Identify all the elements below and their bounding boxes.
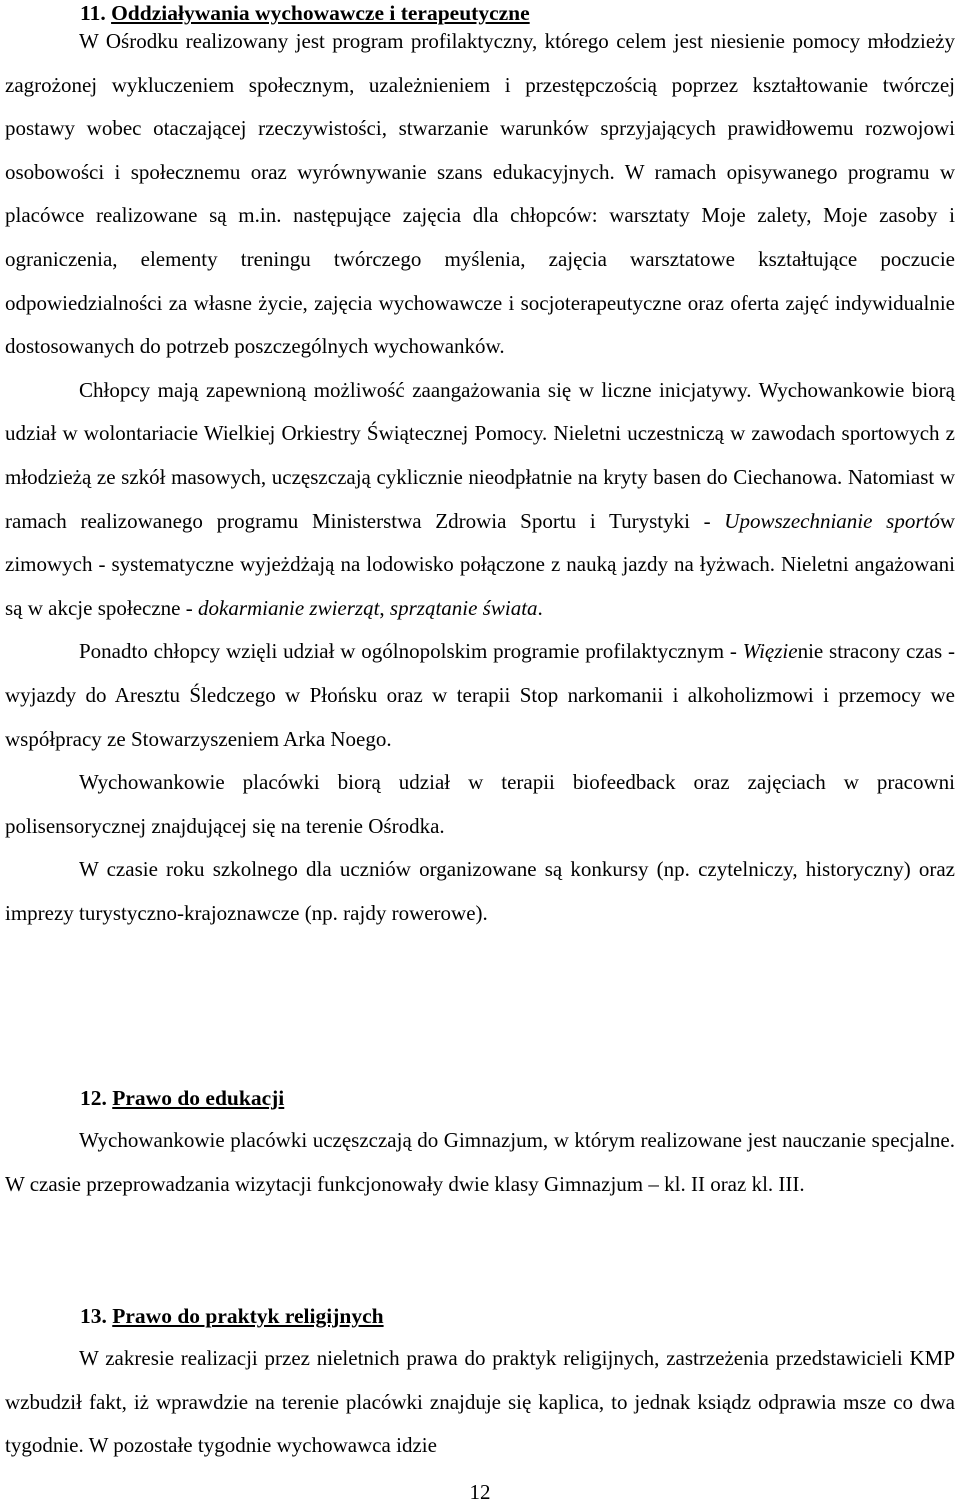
paragraph-text: Chłopcy mają zapewnioną możliwość zaangażowania się w liczne inicjatywy. Wychowankowie biorą udział w wolontariacie Wielkiej Orkiestry Świątecznej Pomocy. Nieletni uczestniczą w zawodach sportowych z młodzieżą ze szkół masowych, uczęszczają cyklicznie nieodpłatnie na kryty basen do Ciechanowa. Natomiast w ramach realizowanego programu Ministerstwa Zdrowia Sportu i Turystyki - <box>5 377 955 533</box>
paragraph-text: . <box>537 595 543 620</box>
section-body-12 <box>5 1119 955 1206</box>
section-title: Prawo do edukacji <box>112 1086 285 1110</box>
paragraph <box>5 848 955 935</box>
paragraph <box>5 369 955 631</box>
italic-text: sprzątanie świata <box>389 595 538 620</box>
paragraph: Wychowankowie placówki uczęszczają do Gimnazjum, w którym realizowane jest nauczanie specjalne. W czasie przeprowadzania wizytacji funkcjonowały dwie klasy Gimnazjum – kl. II oraz kl. III. <box>5 1128 955 1196</box>
paragraph-text: nie stracony czas - wyjazdy do Aresztu Śledczego w Płońsku oraz w terapii Stop narkomanii i alkoholizmowi i przemocy we współpracy ze Stowarzyszeniem Arka Noego. <box>5 639 955 751</box>
section-title: Oddziaływania wychowawcze i terapeutyczne <box>111 1 530 25</box>
section-number: 12. <box>80 1086 107 1110</box>
paragraph-text: w zimowych - systematyczne wyjeżdżają na lodowisko połączone z nauką jazdy na łyżwach. Nieletni angażowani są w akcje społeczne - <box>5 508 955 620</box>
section-heading-12 <box>80 1085 284 1111</box>
italic-text: dokarmianie zwierząt <box>198 595 380 620</box>
paragraph: W zakresie realizacji przez nieletnich prawa do praktyk religijnych, zastrzeżenia przedstawicieli KMP wzbudził fakt, iż wprawdzie na terenie placówki znajduje się kaplica, to jednak ksiądz odprawia msze co dwa tygodnie. W pozostałe tygodnie wychowawca idzie <box>5 1346 955 1458</box>
paragraph <box>5 761 955 848</box>
paragraph-text: Ponadto chłopcy wzięli udział w ogólnopolskim programie profilaktycznym - <box>79 639 743 664</box>
paragraph-text: , <box>379 595 390 620</box>
paragraph-text: Wychowankowie placówki biorą udział w terapii biofeedback oraz zajęciach w pracowni polisensorycznej znajdującej się na terenie Ośrodka. <box>5 770 955 838</box>
section-number: 11. <box>80 1 106 25</box>
section-title: Prawo do praktyk religijnych <box>112 1304 384 1328</box>
section-body-13 <box>5 1337 955 1468</box>
paragraph <box>5 630 955 761</box>
section-number: 13. <box>80 1304 107 1328</box>
page-number: 12 <box>469 1480 491 1504</box>
paragraph-text: W Ośrodku realizowany jest program profilaktyczny, którego celem jest niesienie pomocy młodzieży zagrożonej wykluczeniem społecznym, uzależnieniem i przestępczością poprzez kształtowanie twórczej postawy wobec otaczającej rzeczywistości, stwarzanie warunków sprzyjających prawidłowemu rozwojowi osobowości i społecznemu oraz wyrównywanie szans edukacyjnych. W ramach opisywanego programu w placówce realizowane są m.in. następujące zajęcia dla chłopców: warsztaty Moje zalety, Moje zasoby i ograniczenia, elementy treningu twórczego myślenia, zajęcia warsztatowe kształtujące poczucie odpowiedzialności za własne życie, zajęcia wychowawcze i socjoterapeutyczne oraz oferta zajęć indywidualnie dostosowanych do potrzeb poszczególnych wychowanków. <box>5 29 955 359</box>
paragraph-text: W czasie roku szkolnego dla uczniów organizowane są konkursy (np. czytelniczy, historyczny) oraz imprezy turystyczno-krajoznawcze (np. rajdy rowerowe). <box>5 857 955 925</box>
paragraph <box>5 20 955 369</box>
italic-text: Więzie <box>742 639 798 664</box>
section-heading-13 <box>80 1303 384 1329</box>
section-body-11 <box>5 20 955 935</box>
italic-text: Upowszechnianie sportó <box>724 508 940 533</box>
